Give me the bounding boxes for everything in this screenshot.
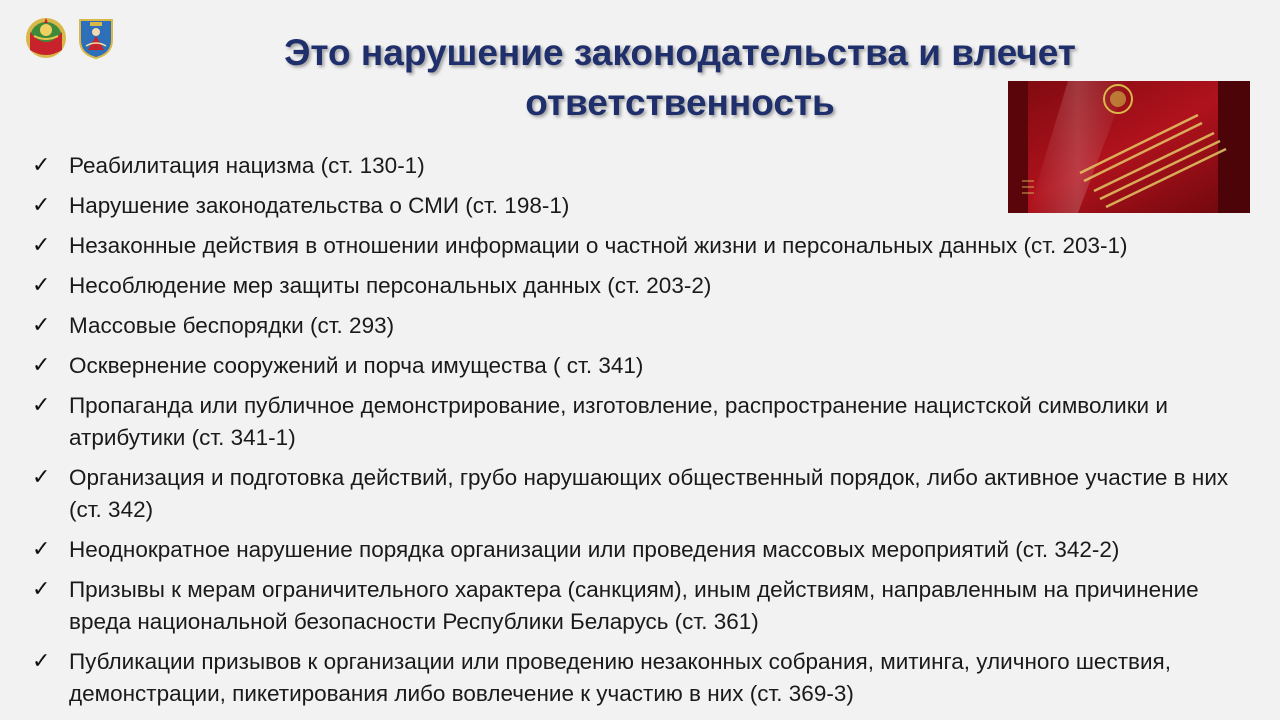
belarus-emblem-icon [24,16,68,60]
title-line-1: Это нарушение законодательства и влечет [284,32,1076,73]
check-icon: ✓ [32,649,51,674]
list-item-text: Пропаганда или публичное демонстрирование, изготовление, распространение нацистской символики и атрибутики (ст. 341-1) [69,393,1168,450]
list-item [30,270,1260,302]
check-icon: ✓ [32,313,51,338]
list-item-text: Массовые беспорядки (ст. 293) [69,313,395,338]
list-item-text: Осквернение сооружений и порча имущества ( ст. 341) [69,353,644,378]
list-item-text: Несоблюдение мер защиты персональных данных (ст. 203-2) [69,273,712,298]
list-item [30,310,1260,342]
list-item-text: Призывы к мерам ограничительного характера (санкциям), иным действиям, направленным на причинение вреда национальной безопасности Республики Беларусь (ст. 361) [69,577,1199,634]
page-title [220,28,1140,128]
list-item-text: Реабилитация нацизма (ст. 130-1) [69,153,425,178]
emblems [24,16,116,60]
check-icon: ✓ [32,577,51,602]
check-icon: ✓ [32,353,51,378]
list-item [30,350,1260,382]
list-item-text: Публикации призывов к организации или проведению незаконных собрания, митинга, уличного шествия, демонстрации, пикетирования либо вовлечение к участию в них (ст. 369-3) [69,649,1171,706]
check-icon: ✓ [32,193,51,218]
title-line-2: ответственность [525,82,835,123]
minsk-coat-of-arms-icon [76,16,116,60]
list-item-text: Незаконные действия в отношении информации о частной жизни и персональных данных (ст. 203-1) [69,233,1128,258]
list-item [30,390,1260,454]
violations-list [30,150,1260,718]
list-item [30,462,1260,526]
check-icon: ✓ [32,465,51,490]
list-item-text: Неоднократное нарушение порядка организации или проведения массовых мероприятий (ст. 342-2) [69,537,1120,562]
list-item [30,534,1260,566]
check-icon: ✓ [32,537,51,562]
list-item [30,646,1260,710]
list-item [30,150,1260,182]
list-item [30,230,1260,262]
check-icon: ✓ [32,233,51,258]
list-item-text: Организация и подготовка действий, грубо нарушающих общественный порядок, либо активное участие в них (ст. 342) [69,465,1229,522]
list-item [30,190,1260,222]
check-icon: ✓ [32,273,51,298]
list-item-text: Нарушение законодательства о СМИ (ст. 198-1) [69,193,570,218]
list-item [30,574,1260,638]
check-icon: ✓ [32,393,51,418]
check-icon: ✓ [32,153,51,178]
